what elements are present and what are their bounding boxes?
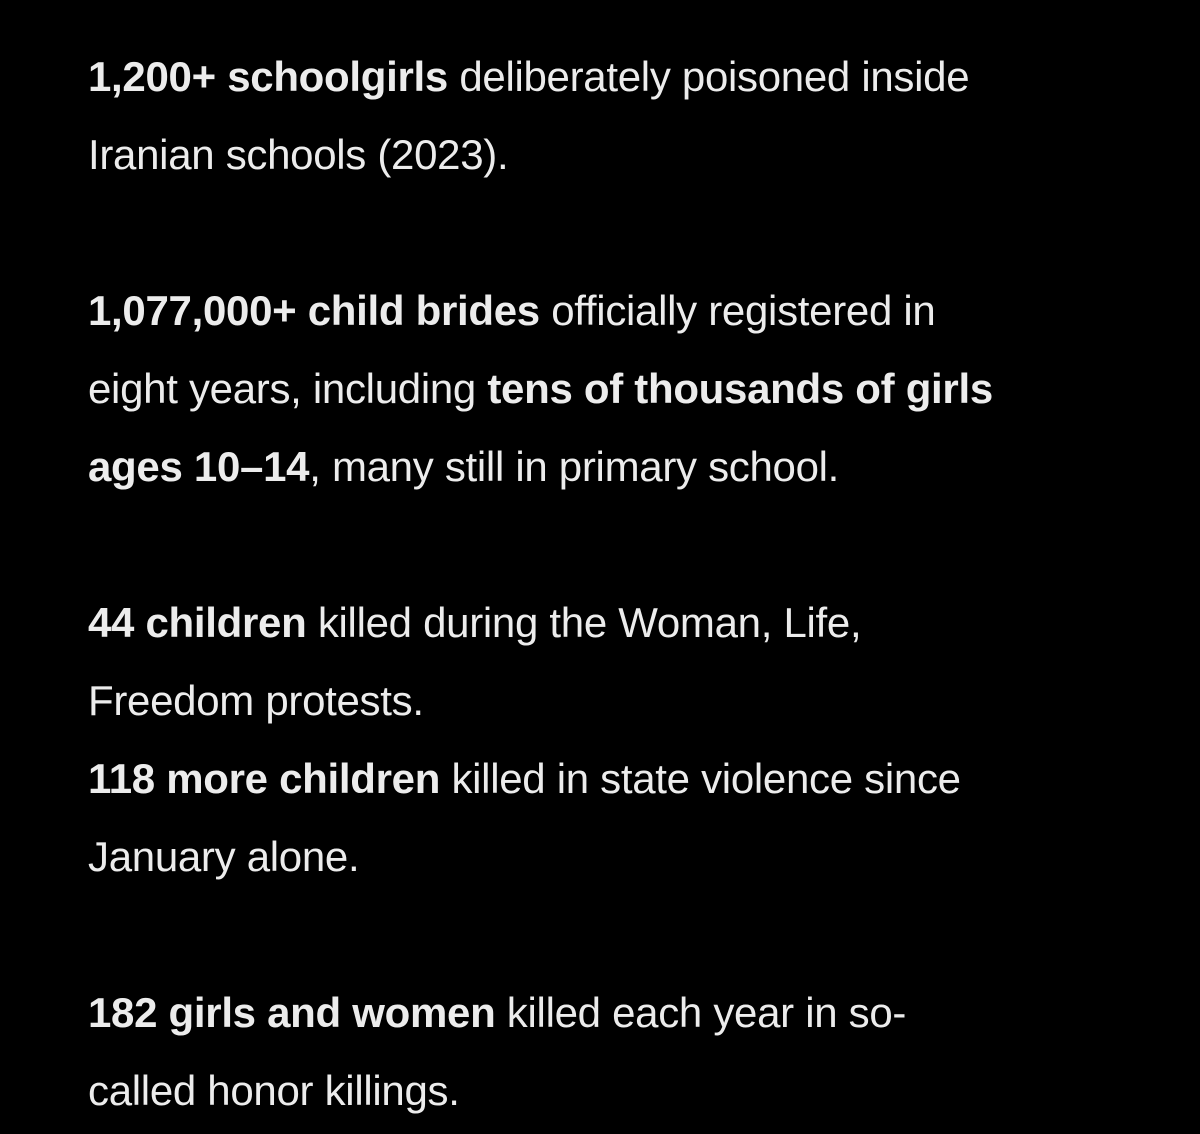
paragraph-spacer	[88, 194, 1200, 272]
plain-text: officially registered in	[539, 287, 936, 334]
text-line	[88, 974, 1200, 1052]
bold-stat: ages 10–14	[88, 443, 310, 490]
text-line	[88, 38, 1200, 116]
bold-stat: 1,077,000+ child brides	[88, 287, 540, 334]
plain-text: eight years, including	[88, 365, 488, 412]
plain-text: killed each year in so-	[495, 989, 907, 1036]
plain-text: Iranian schools (2023).	[88, 131, 509, 178]
plain-text: killed in state violence since	[440, 755, 961, 802]
bold-stat: 1,200+ schoolgirls	[88, 53, 448, 100]
plain-text: Freedom protests.	[88, 677, 424, 724]
plain-text: , many still in primary school.	[309, 443, 840, 490]
text-line	[88, 272, 1200, 350]
plain-text: deliberately poisoned inside	[447, 53, 970, 100]
text-line	[88, 1052, 1200, 1130]
bold-stat: 182 girls and women	[88, 989, 496, 1036]
paragraph-children-killed	[88, 584, 1200, 896]
plain-text: called honor killings.	[88, 1067, 460, 1114]
paragraph-spacer	[88, 896, 1200, 974]
bold-stat: tens of thousands of girls	[487, 365, 993, 412]
text-line	[88, 116, 1200, 194]
text-line	[88, 740, 1200, 818]
bold-stat: 44 children	[88, 599, 307, 646]
bold-stat: 118 more children	[88, 755, 441, 802]
plain-text: killed during the Woman, Life,	[306, 599, 862, 646]
text-line	[88, 818, 1200, 896]
paragraph-honor-killings	[88, 974, 1200, 1130]
text-line	[88, 662, 1200, 740]
text-line	[88, 584, 1200, 662]
paragraph-schoolgirls-poisoned	[88, 38, 1200, 194]
text-line	[88, 428, 1200, 506]
text-line	[88, 350, 1200, 428]
paragraph-child-brides	[88, 272, 1200, 506]
plain-text: January alone.	[88, 833, 360, 880]
paragraph-spacer	[88, 506, 1200, 584]
